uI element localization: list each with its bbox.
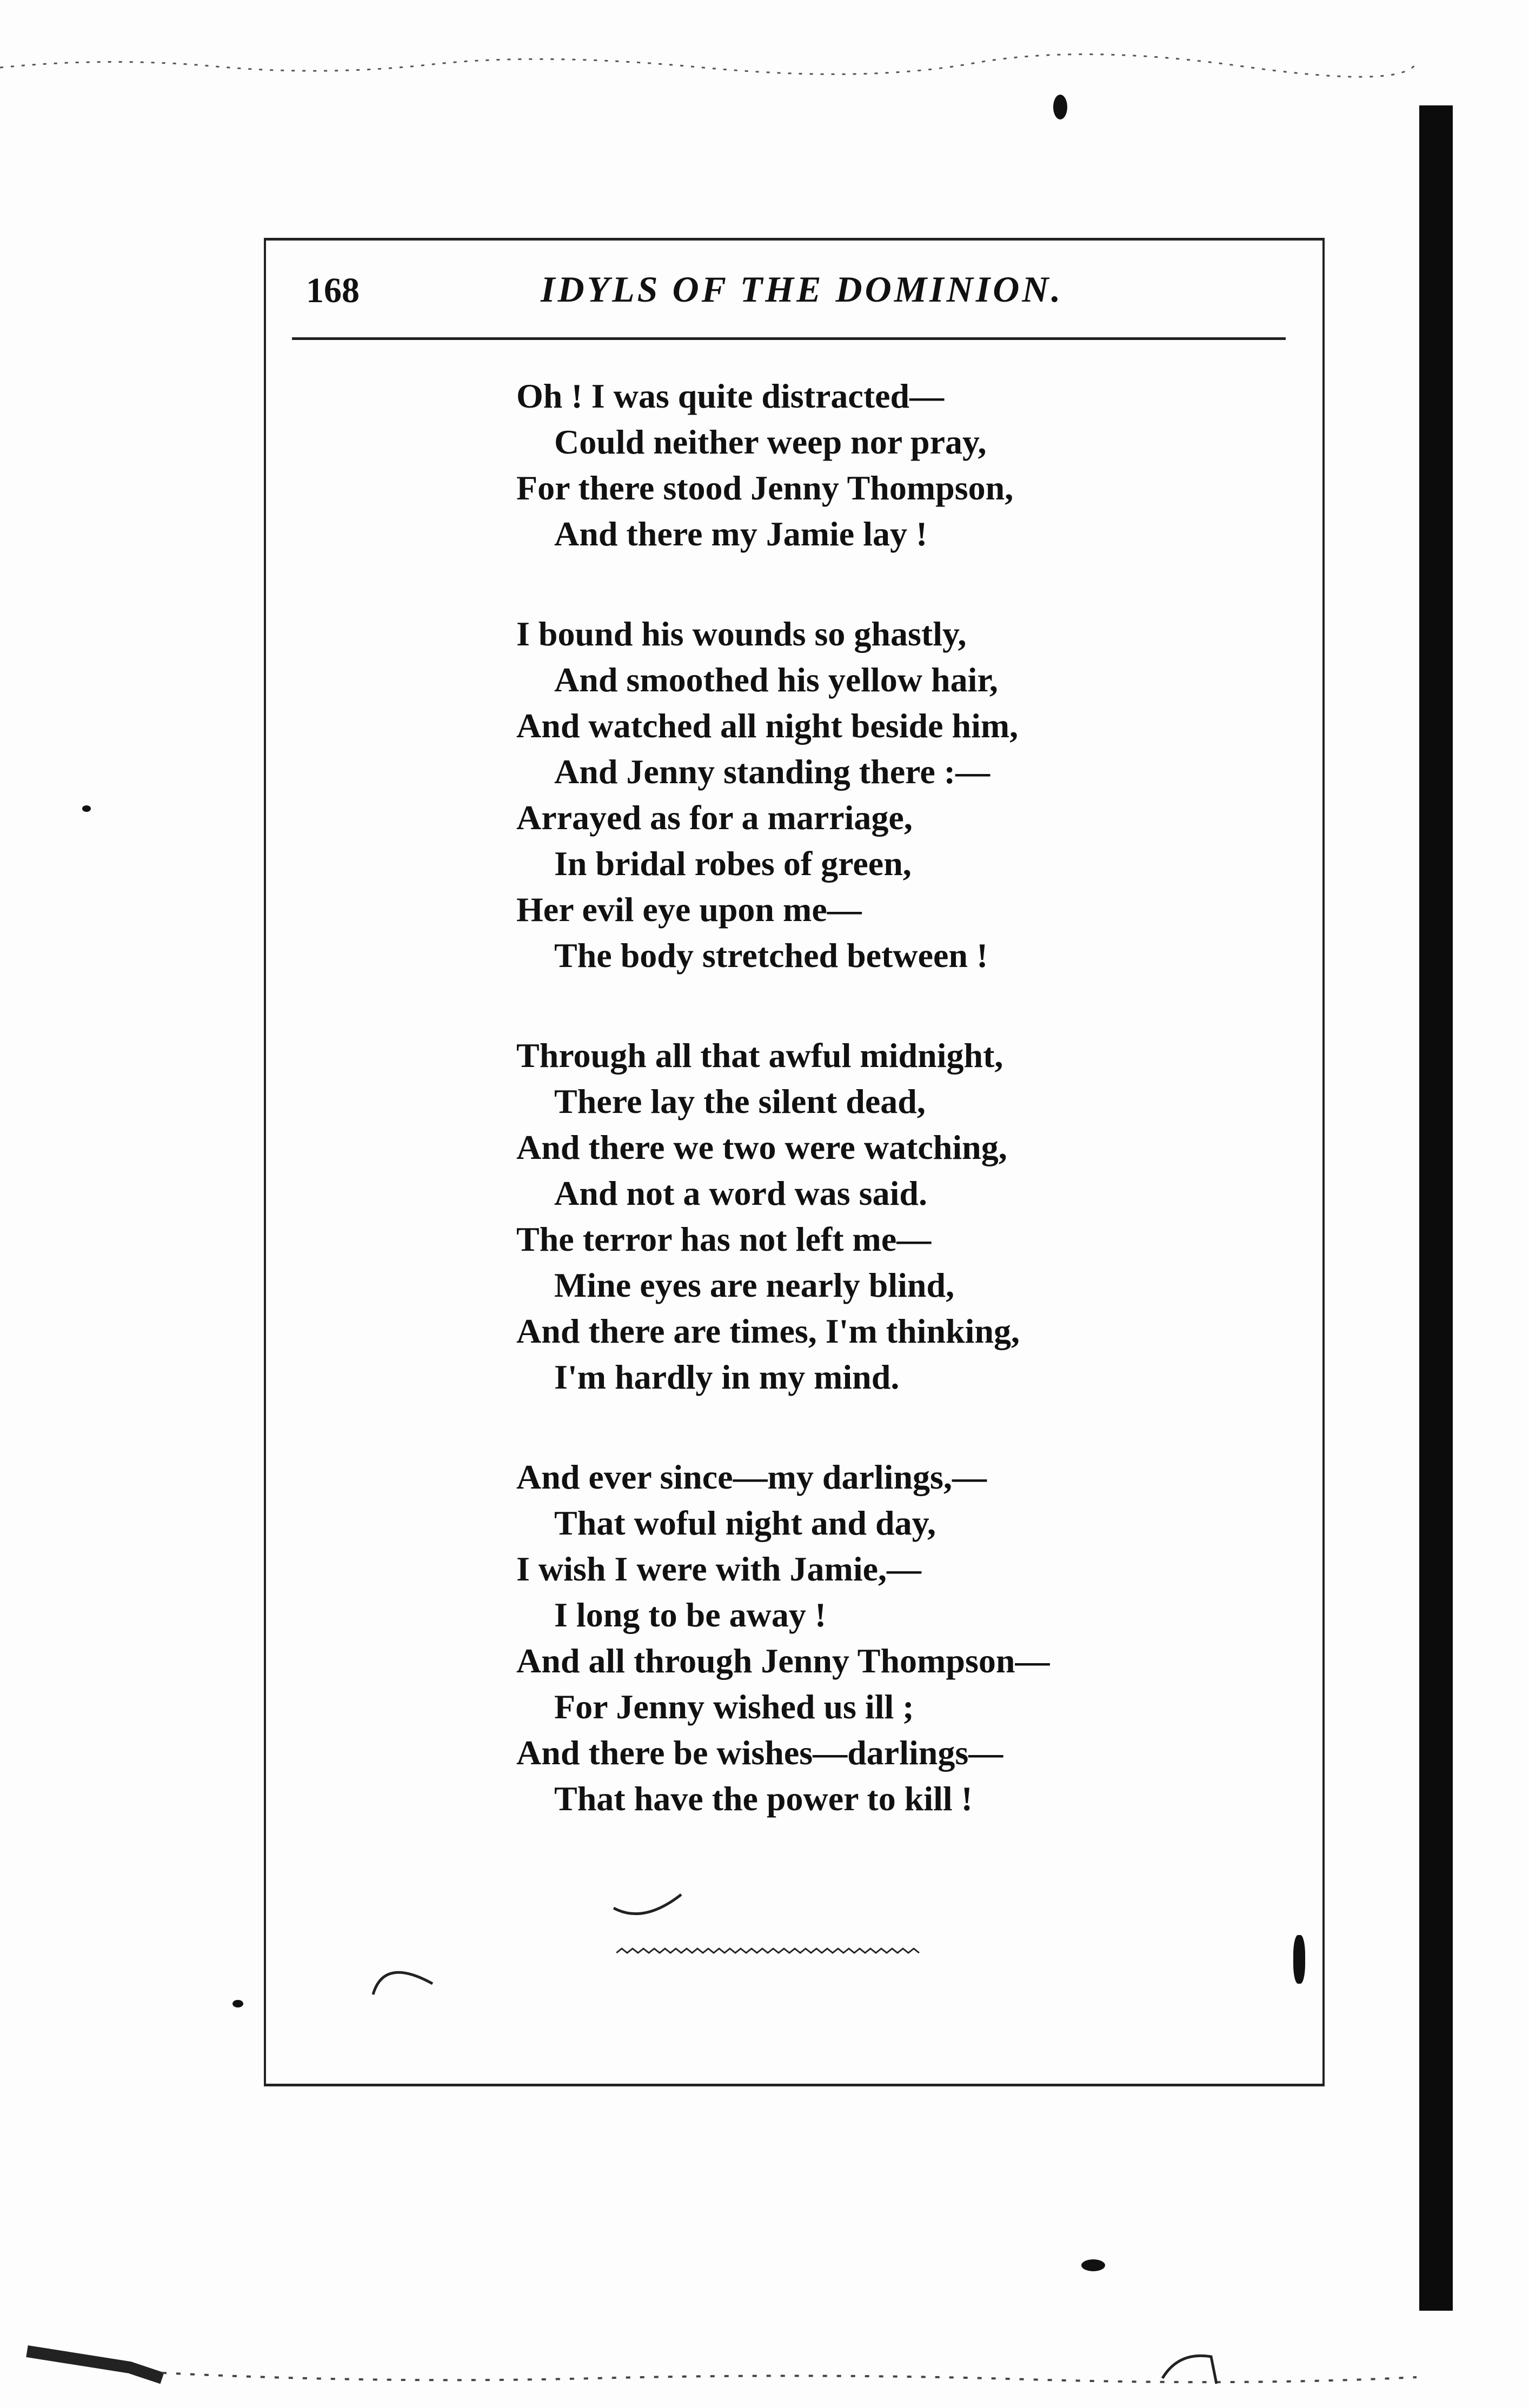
poem-line: I'm hardly in my mind. xyxy=(554,1358,900,1396)
poem-line: And all through Jenny Thompson— xyxy=(516,1642,1050,1680)
bottom-scan-noise xyxy=(0,2319,1529,2394)
scan-binding-shadow xyxy=(1419,105,1453,2311)
poem-line: And not a word was said. xyxy=(554,1174,927,1212)
poem-line: Mine eyes are nearly blind, xyxy=(554,1266,955,1304)
poem-line: I wish I were with Jamie,— xyxy=(516,1550,921,1588)
poem-line: The body stretched between ! xyxy=(554,936,988,975)
poem-line: And ever since—my darlings,— xyxy=(516,1458,987,1496)
poem-line: The terror has not left me— xyxy=(516,1220,932,1258)
poem-line: I bound his wounds so ghastly, xyxy=(516,615,967,653)
header-rule xyxy=(292,337,1286,340)
poem-line: That woful night and day, xyxy=(554,1504,936,1542)
poem-line: Arrayed as for a marriage, xyxy=(516,798,913,837)
poem-line: And there be wishes—darlings— xyxy=(516,1733,1003,1772)
poem-line: That have the power to kill ! xyxy=(554,1779,973,1818)
poem-line: There lay the silent dead, xyxy=(554,1082,926,1120)
ink-speck xyxy=(1081,2259,1105,2271)
ink-blot xyxy=(1053,95,1067,119)
pencil-mark xyxy=(611,1886,692,1930)
poem-line: And there we two were watching, xyxy=(516,1128,1007,1166)
ink-speck xyxy=(232,2000,243,2007)
poem xyxy=(516,373,1273,1876)
stanza xyxy=(516,1032,1273,1400)
poem-line: Oh ! I was quite distracted— xyxy=(516,377,945,415)
poem-line: For Jenny wished us ill ; xyxy=(554,1687,914,1726)
poem-line: For there stood Jenny Thompson, xyxy=(516,469,1014,507)
poem-line: Could neither weep nor pray, xyxy=(554,423,987,461)
poem-line: And there my Jamie lay ! xyxy=(554,515,928,553)
poem-line: And watched all night beside him, xyxy=(516,706,1019,745)
page-number: 168 xyxy=(306,271,360,310)
pencil-mark xyxy=(368,1951,443,2005)
running-head: IDYLS OF THE DOMINION. xyxy=(541,269,1063,310)
stanza xyxy=(516,1454,1273,1822)
poem-line: In bridal robes of green, xyxy=(554,844,912,883)
poem-line: And smoothed his yellow hair, xyxy=(554,661,998,699)
poem-line: And Jenny standing there :— xyxy=(554,752,990,791)
poem-line: And there are times, I'm thinking, xyxy=(516,1312,1020,1350)
poem-line: Through all that awful midnight, xyxy=(516,1036,1003,1075)
stanza xyxy=(516,611,1273,978)
stanza xyxy=(516,373,1273,557)
top-scan-noise xyxy=(0,51,1529,84)
poem-line: I long to be away ! xyxy=(554,1596,827,1634)
end-ornament xyxy=(616,1945,930,1961)
poem-line: Her evil eye upon me— xyxy=(516,890,862,929)
ink-speck xyxy=(82,805,91,812)
